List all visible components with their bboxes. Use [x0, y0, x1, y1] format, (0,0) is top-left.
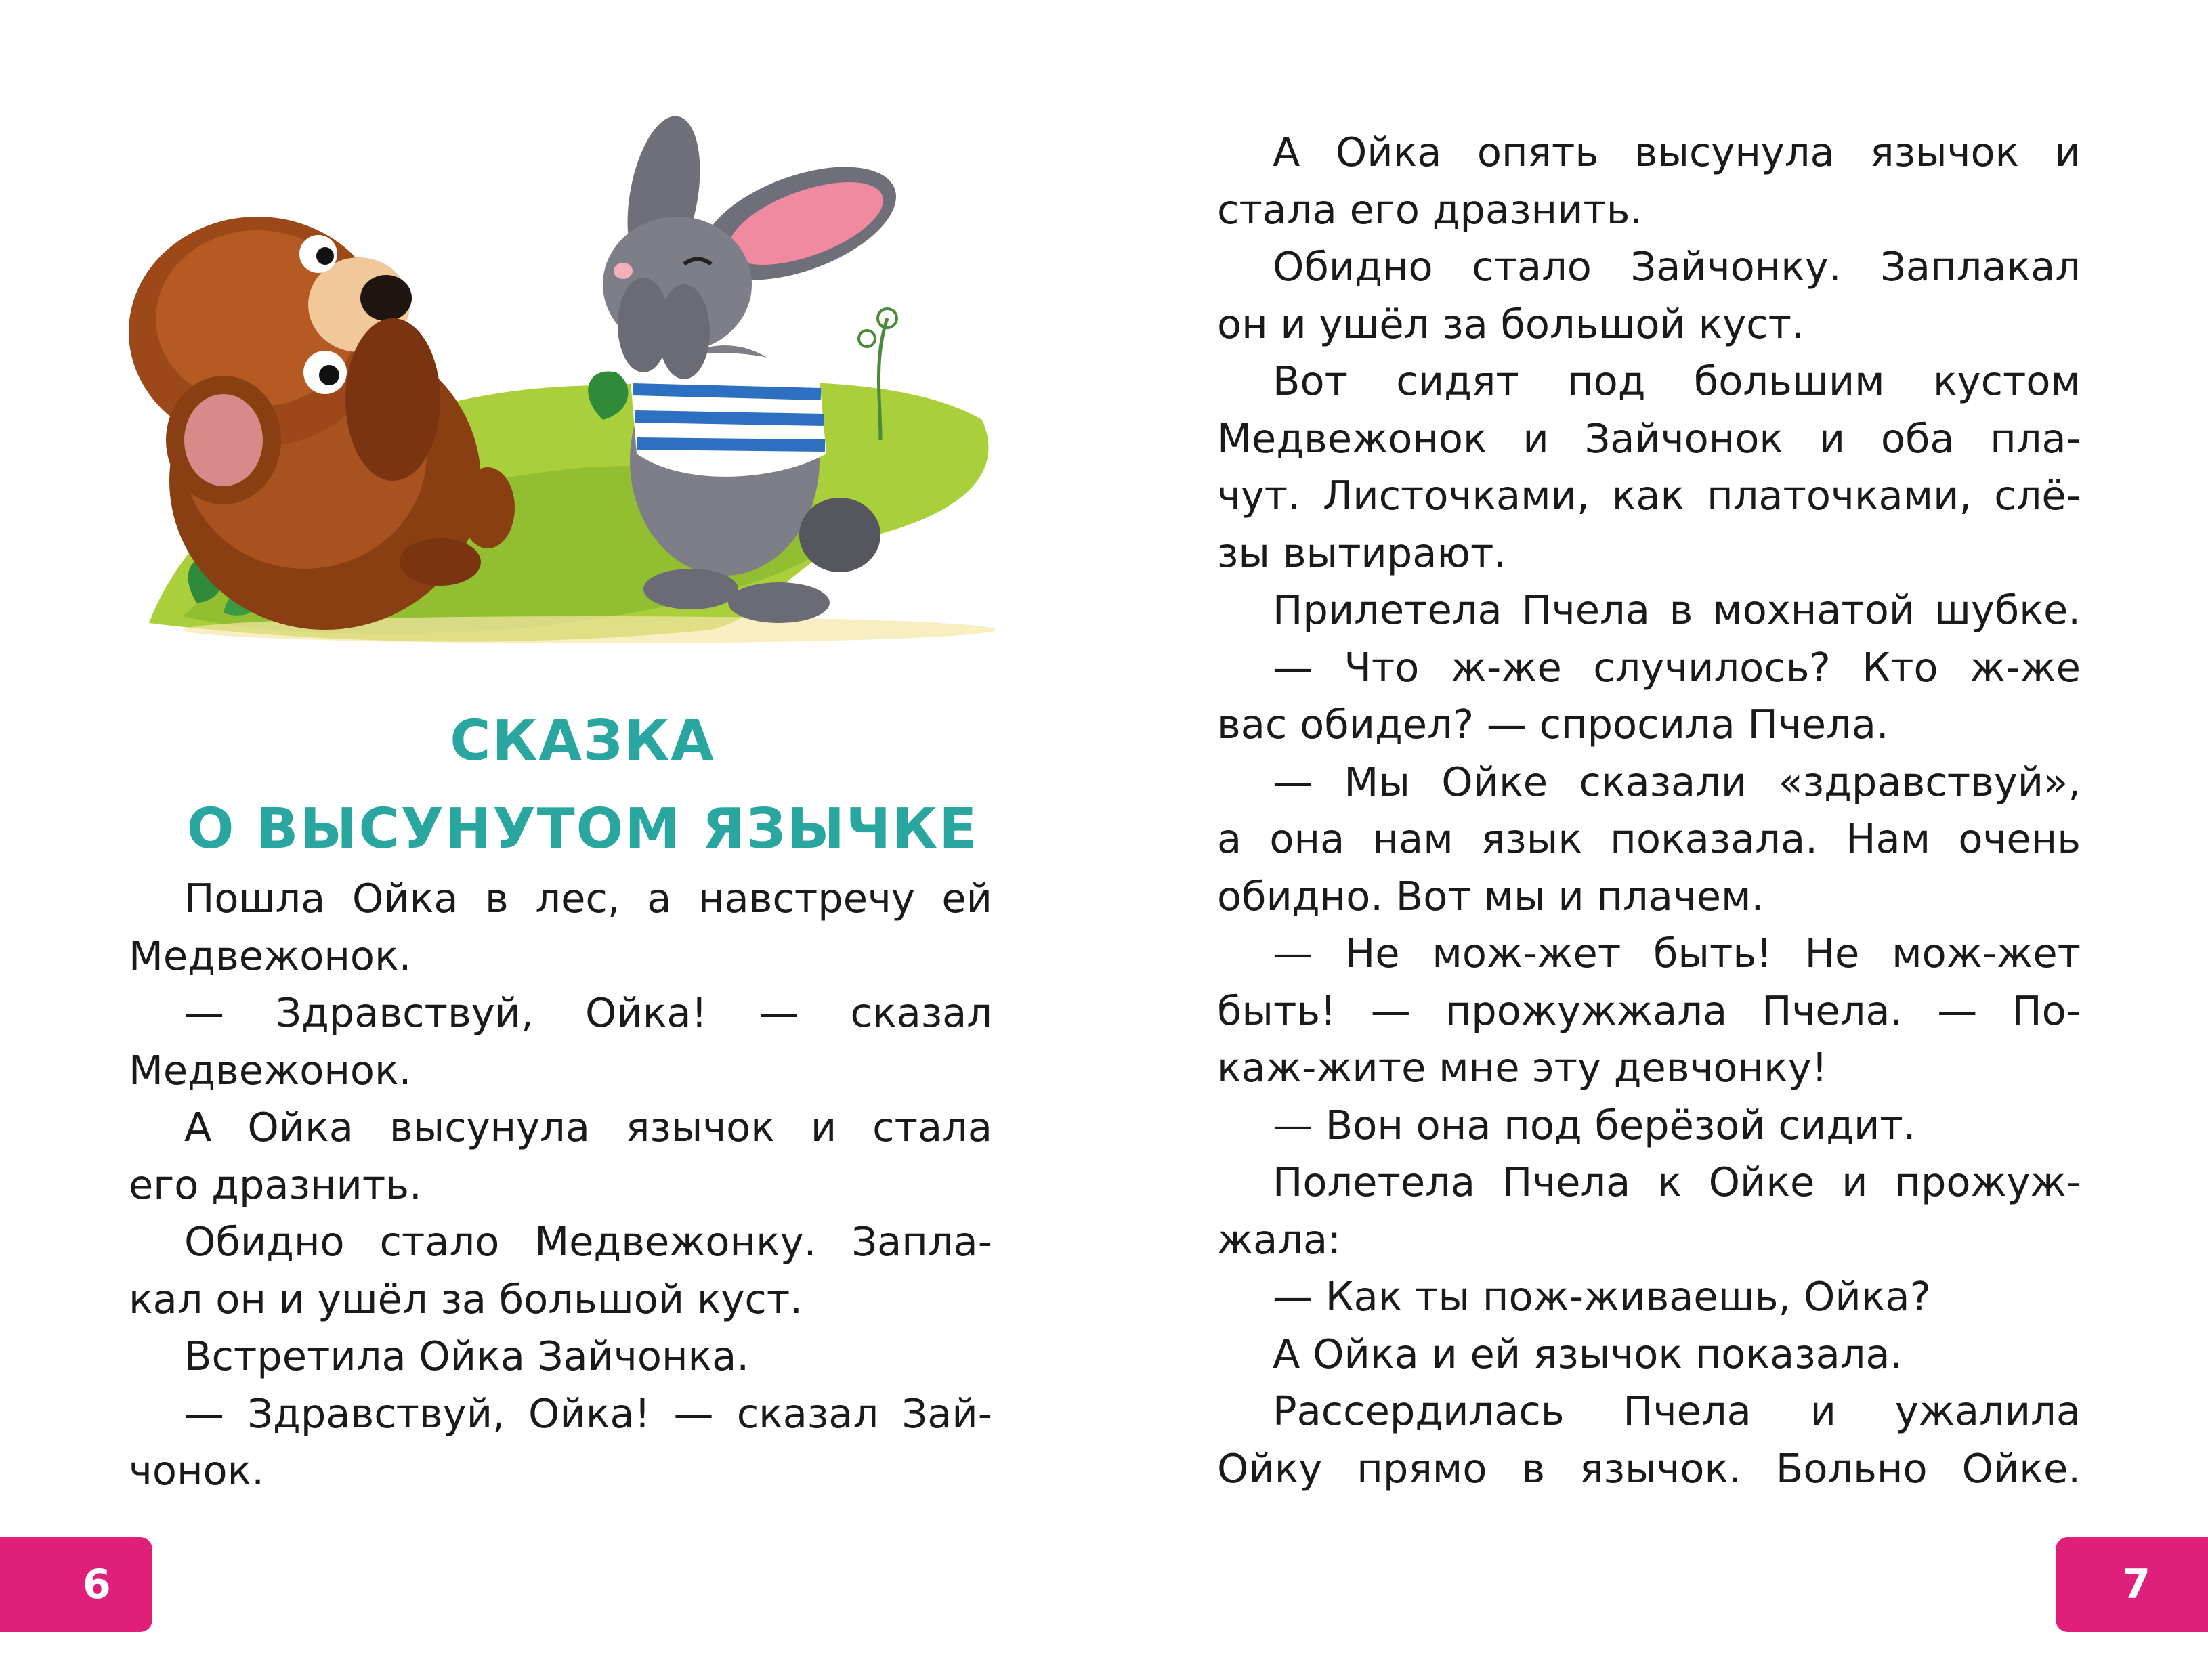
text-line: Встретила Ойка Зайчонка. — [184, 1333, 750, 1379]
story-title-line-2: О ВЫСУНУТОМ ЯЗЫЧКЕ — [186, 797, 979, 861]
text-line: жала: — [1217, 1215, 1342, 1263]
page-number-tab-left — [0, 1537, 152, 1632]
text-line: Обидно стало Медвежонку. Запла- — [184, 1218, 992, 1265]
bear-cub-and-bunny-illustration — [102, 102, 1036, 677]
text-line: — Что ж-же случилось? Кто ж-же — [1273, 643, 2081, 691]
text-line: Рассердилась Пчела и ужалила — [1273, 1387, 2081, 1434]
text-line: — Не мож-жет быть! Не мож-жет — [1273, 930, 2081, 976]
text-line: он и ушёл за большой куст. — [1217, 300, 1804, 347]
right-page-text — [1217, 124, 2081, 1497]
text-line: Ойку прямо в язычок. Больно Ойке. — [1217, 1444, 2081, 1492]
right-page — [1104, 0, 2208, 1680]
text-line: — Как ты пож-живаешь, Ойка? — [1273, 1273, 1931, 1320]
text-line: чут. Листочками, как платочками, слё- — [1217, 472, 2081, 519]
page-number-tab-right — [2056, 1537, 2208, 1632]
text-line: зы вытирают. — [1217, 529, 1507, 576]
text-line: А Ойка опять высунула язычок и — [1273, 129, 2081, 175]
text-line: его дразнить. — [129, 1161, 422, 1208]
story-title-line-1: СКАЗКА — [450, 709, 715, 773]
left-page-text — [129, 870, 992, 1500]
text-line: Прилетела Пчела в мохнатой шубке. — [1273, 586, 2081, 633]
text-line: Пошла Ойка в лес, а навстречу ей — [184, 875, 992, 922]
text-line: Вот сидят под большим кустом — [1273, 358, 2081, 404]
text-line: А Ойка и ей язычок показала. — [1273, 1330, 1903, 1377]
text-line: быть! — прожужжала Пчела. — По- — [1217, 987, 2081, 1034]
text-line: Медвежонок. — [129, 932, 412, 979]
text-line: — Здравствуй, Ойка! — сказал Зай- — [184, 1390, 992, 1437]
text-line: Медвежонок. — [129, 1046, 412, 1094]
page-number-right: 7 — [2122, 1561, 2150, 1608]
text-line: Полетела Пчела к Ойке и прожуж- — [1273, 1159, 2081, 1205]
page-number-left: 6 — [83, 1561, 111, 1608]
text-line: а она нам язык показала. Нам очень — [1217, 815, 2081, 862]
text-line: — Здравствуй, Ойка! — сказал — [184, 989, 992, 1036]
text-line: стала его дразнить. — [1217, 186, 1643, 233]
text-line: Медвежонок и Зайчонок и оба пла- — [1217, 414, 2081, 462]
text-line: — Мы Ойке сказали «здравствуй», — [1273, 758, 2081, 805]
story-title — [122, 697, 1043, 874]
text-line: обидно. Вот мы и плачем. — [1217, 872, 1764, 920]
text-line: — Вон она под берёзой сидит. — [1273, 1101, 1916, 1148]
text-line: каж-жите мне эту девчонку! — [1217, 1044, 1828, 1091]
text-line: А Ойка высунула язычок и стала — [184, 1104, 992, 1150]
text-line: Обидно стало Зайчонку. Заплакал — [1273, 243, 2081, 290]
text-line: кал он и ушёл за большой куст. — [129, 1275, 803, 1322]
text-line: вас обидел? — спросила Пчела. — [1217, 701, 1889, 748]
text-line: чонок. — [129, 1447, 265, 1494]
